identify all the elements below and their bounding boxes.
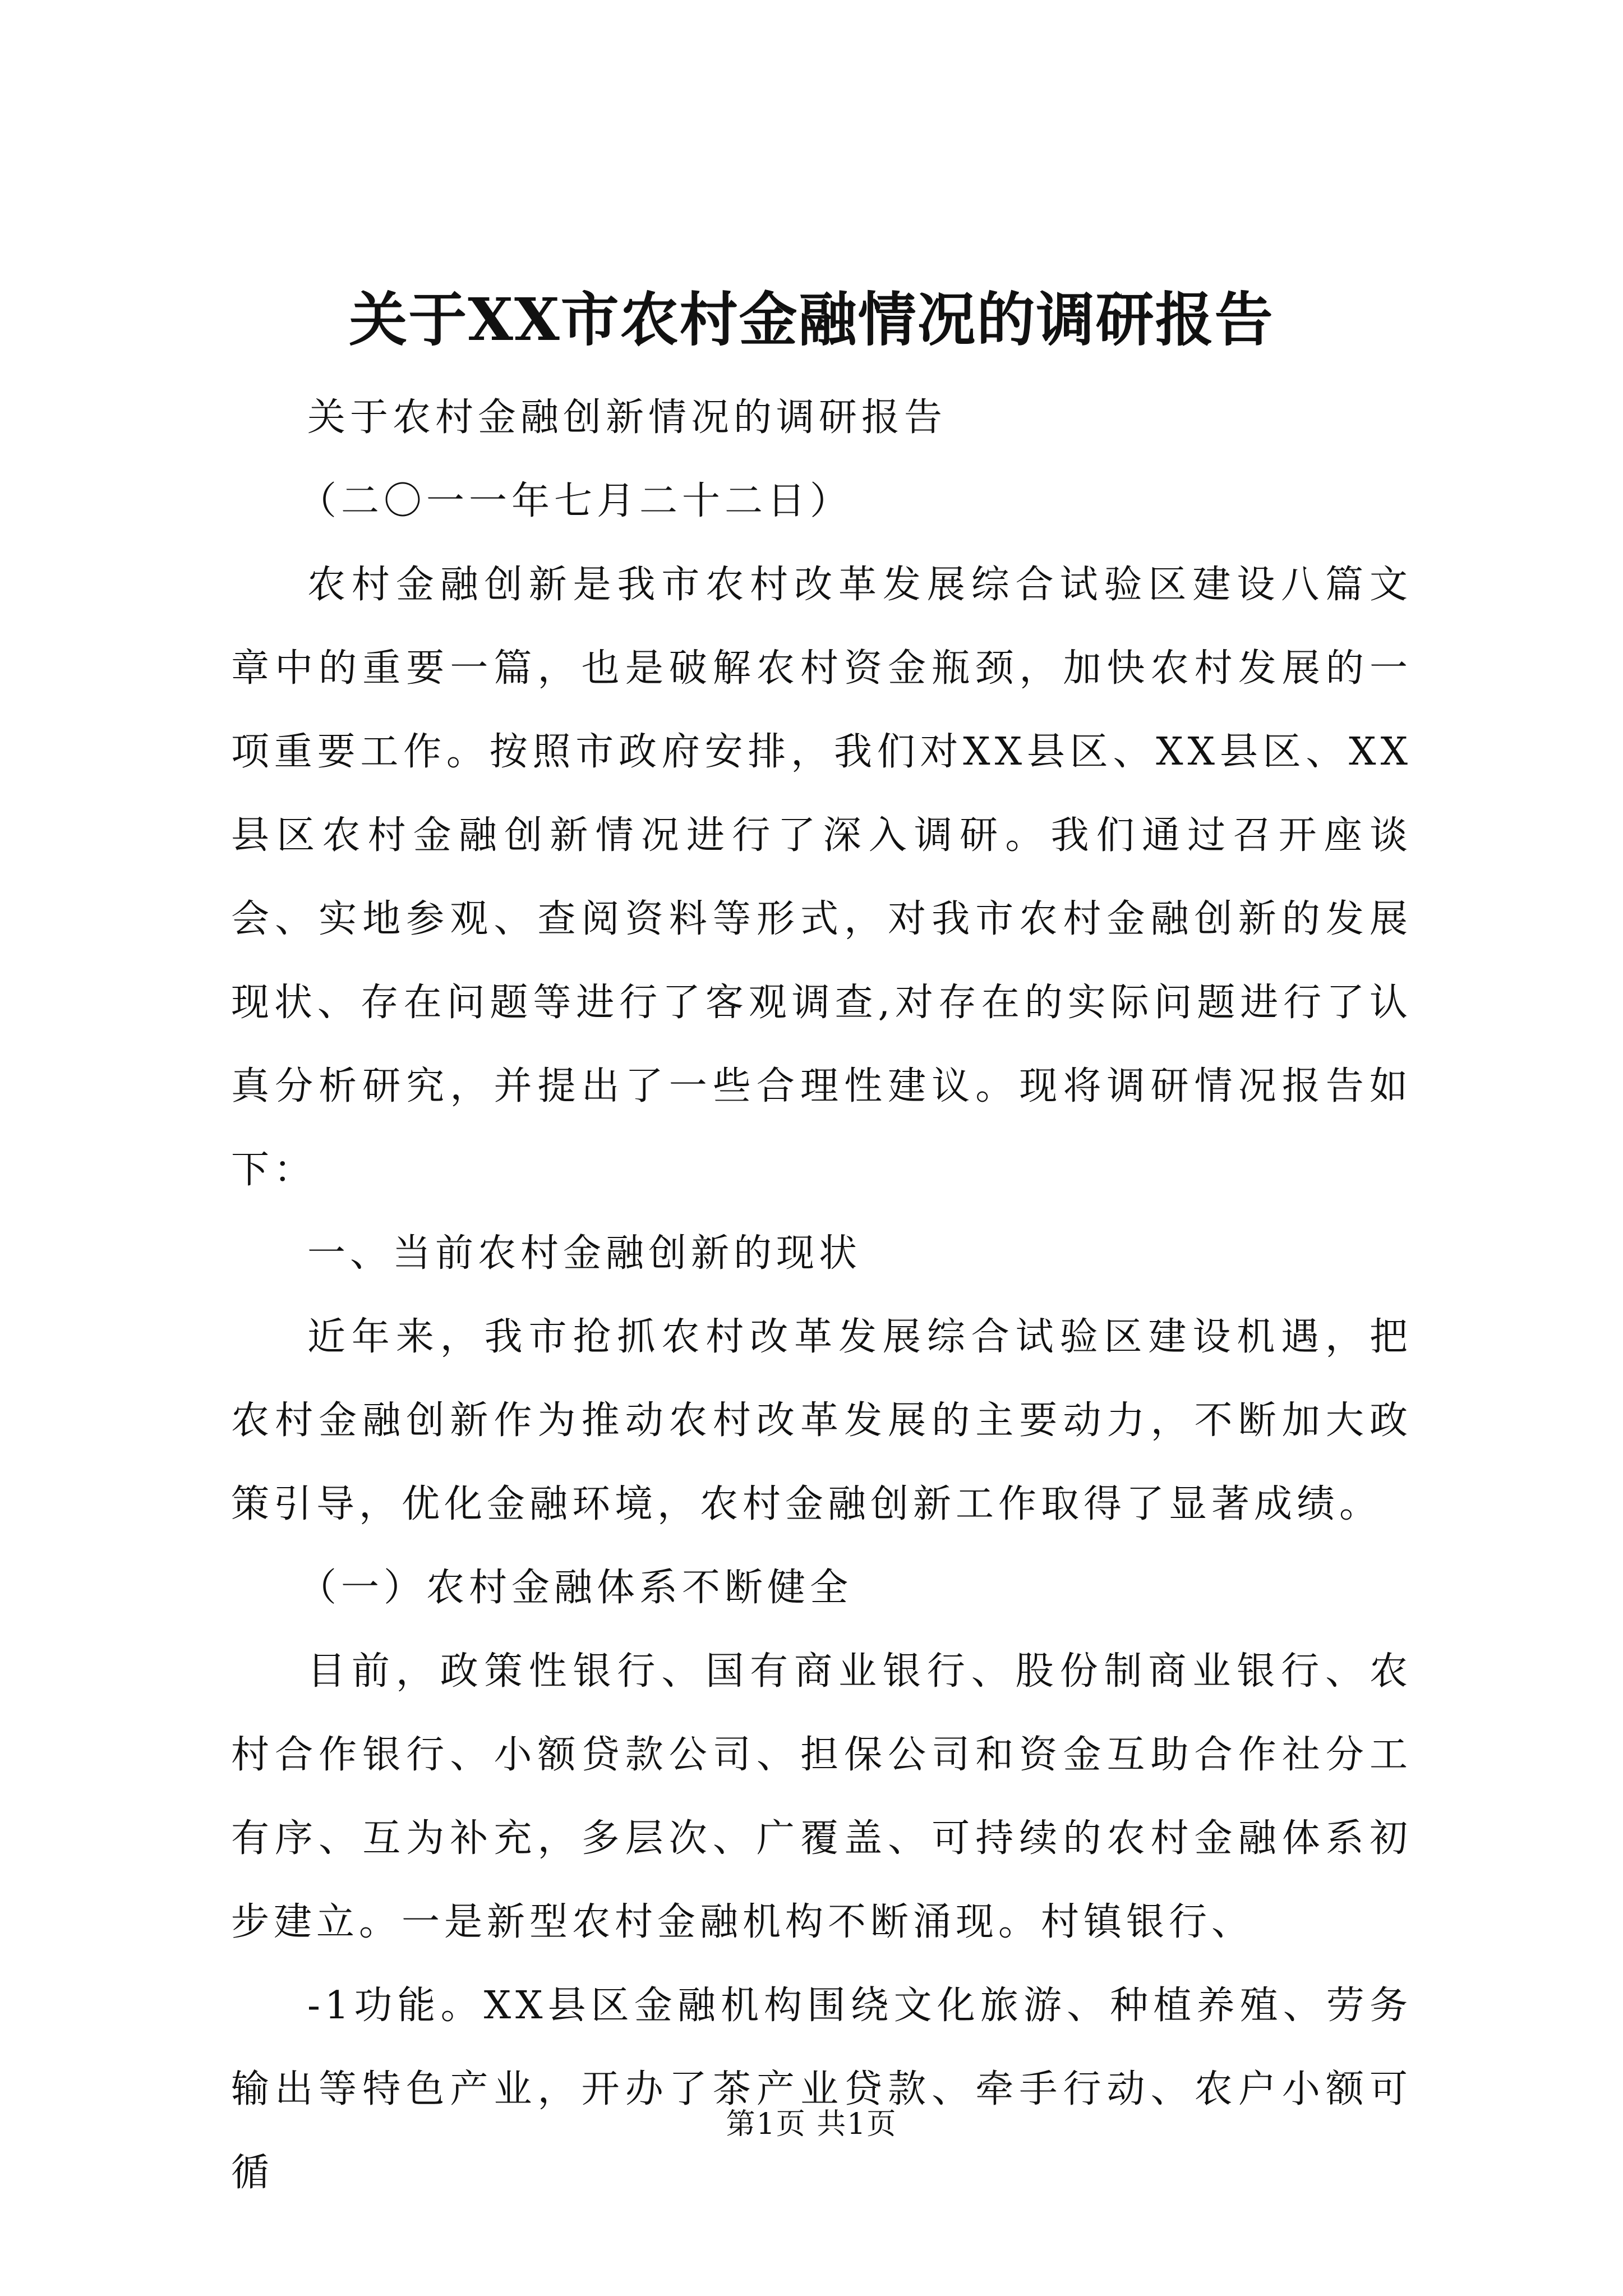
date-paragraph: （二〇一一年七月二十二日）: [298, 479, 853, 523]
document-body: [231, 376, 1412, 2215]
body-paragraph: -1功能。XX县区金融机构围绕文化旅游、种植养殖、劳务输出等特色产业，开办了茶产业贷款、牵手行动、农户小额可循: [231, 1984, 1412, 2195]
body-paragraph: 近年来，我市抢抓农村改革发展综合试验区建设机遇，把农村金融创新作为推动农村改革发展的主要动力，不断加大政策引导，优化金融环境，农村金融创新工作取得了显著成绩。: [231, 1315, 1412, 1526]
subsection-heading: （一）农村金融体系不断健全: [298, 1566, 853, 1610]
section-heading: 一、当前农村金融创新的现状: [307, 1231, 862, 1276]
page-footer: 第1页 共1页: [726, 2108, 897, 2141]
body-paragraph: 目前，政策性银行、国有商业银行、股份制商业银行、农村合作银行、小额贷款公司、担保公司和资金互助合作社分工有序、互为补充，多层次、广覆盖、可持续的农村金融体系初步建立。一是新型农村金融机构不断涌现。村镇银行、: [231, 1649, 1412, 1944]
document-title: 关于XX市农村金融情况的调研报告: [349, 285, 1274, 354]
subtitle-paragraph: 关于农村金融创新情况的调研报告: [307, 395, 947, 440]
intro-paragraph: 农村金融创新是我市农村改革发展综合试验区建设八篇文章中的重要一篇，也是破解农村资金瓶颈，加快农村发展的一项重要工作。按照市政府安排，我们对XX县区、XX县区、XX县区农村金融创新情况进行了深入调研。我们通过召开座谈会、实地参观、查阅资料等形式，对我市农村金融创新的发展现状、存在问题等进行了客观调查,对存在的实际问题进行了认真分析研究，并提出了一些合理性建议。现将调研情况报告如下：: [231, 563, 1412, 1192]
